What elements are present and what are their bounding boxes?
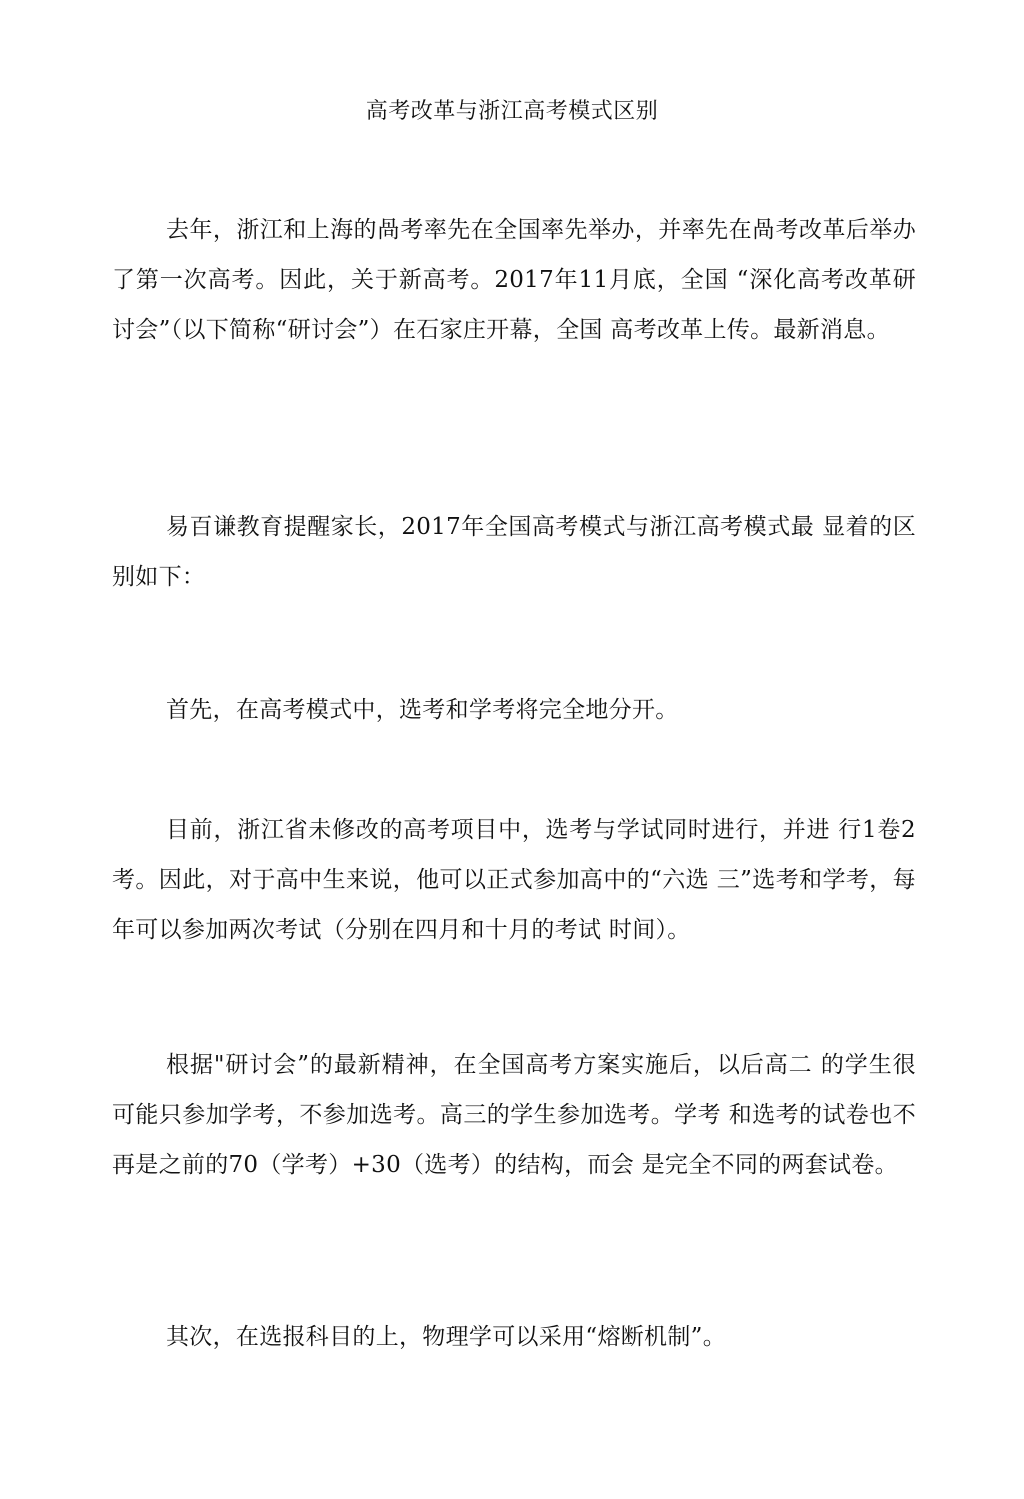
- paragraph-intro: 去年，浙江和上海的咼考率先在全国率先举办，并率先在咼考改革后举办了第一次高考。因此，关于新高考。2017年11月底，全国 “深化高考改革研讨会”（以下简称“研讨会”）在石家庄开幕，全国 高考改革上传。最新消息。: [112, 217, 916, 343]
- paragraph-current-zhejiang: 目前，浙江省未修改的高考项目中，选考与学试同时进行，并进 行1卷2考。因此，对于高中生来说，他可以正式参加高中的“六选 三”选考和学考，每年可以参加两次考试（分别在四月和十月的考试 时间）。: [112, 817, 916, 943]
- document-title: 高考改革与浙江高考模式区别: [365, 99, 659, 124]
- paragraph-seminar-spirit: 根据"研讨会”的最新精神，在全国高考方案实施后，以后高二 的学生很可能只参加学考，不参加选考。高三的学生参加选考。学考 和选考的试卷也不再是之前的70（学考）+30（选考）的结构，而会 是完全不同的两套试卷。: [112, 1052, 916, 1178]
- paragraph-first-point: 首先，在高考模式中，选考和学考将完全地分开。: [166, 697, 679, 723]
- paragraph-second-point: 其次，在选报科目的上，物理学可以采用“熔断机制”。: [166, 1324, 727, 1350]
- paragraph-reminder: 易百谦教育提醒家长，2017年全国高考模式与浙江高考模式最 显着的区别如下：: [112, 514, 916, 590]
